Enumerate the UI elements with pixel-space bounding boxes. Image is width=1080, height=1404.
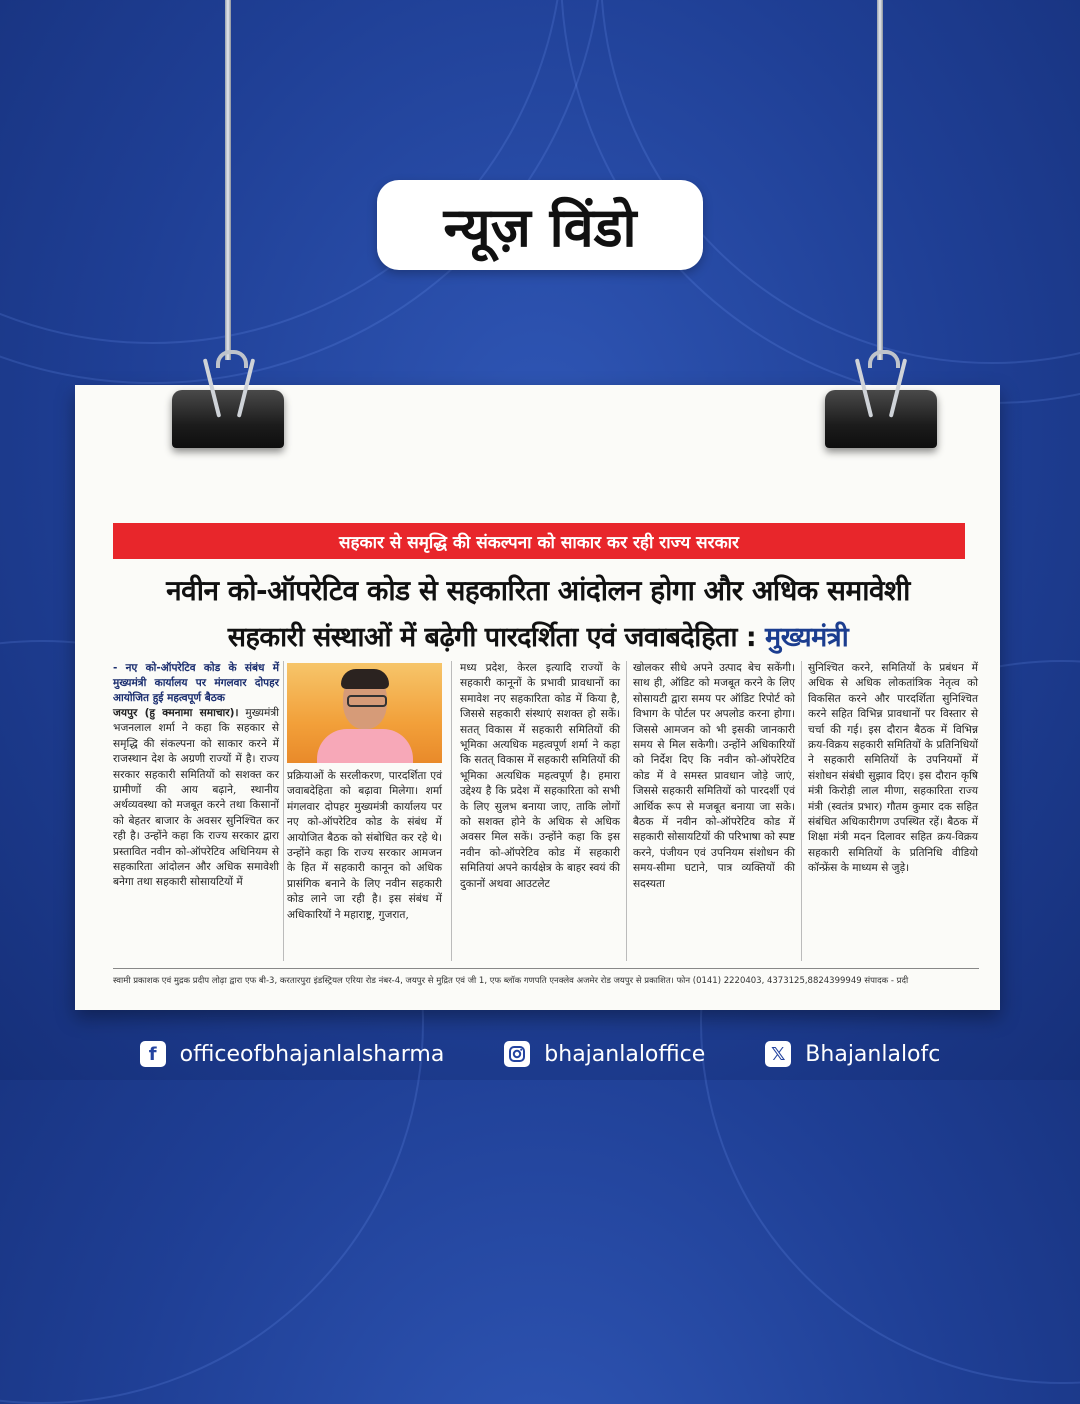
x-handle[interactable] (765, 1041, 940, 1067)
social-footer (0, 1030, 1080, 1078)
article-column-3 (460, 661, 620, 892)
headline-line-1: नवीन को-ऑपरेटिव कोड से सहकारिता आंदोलन होगा और अधिक समावेशी (166, 574, 910, 607)
column-separator (626, 661, 627, 961)
instagram-icon (504, 1041, 530, 1067)
hanging-wire-left (225, 0, 231, 360)
column-3-text: मध्य प्रदेश, केरल इत्यादि राज्यों के सहकारी कानूनों के प्रभावी प्रावधानों का समावेश नए सहकारिता कोड में किया है, जिससे सहकारी संस्थाएं सशक्त हो सकें। सतत् विकास में सहकारी समितियों की भूमिका अत्यधिक महत्वपूर्ण शर्मा ने कहा कि सतत् विकास में सहकारी समितियों की भूमिका अत्यधिक महत्वपूर्ण है। हमारा उद्देश्य है कि प्रदेश में सहकारिता को सभी के लिए सुलभ बनाया जाए, ताकि लोगों को सशक्त होने के अधिक से अधिक अवसर मिल सकें। उन्होंने कहा कि इस नवीन को-ऑपरेटिव कोड में सहकारी समितियां अपने कार्यक्षेत्र के बाहर स्वयं की दुकानों अथवा आउटलेट (460, 662, 620, 890)
imprint-divider (113, 968, 979, 969)
headline-accent: मुख्यमंत्री (765, 622, 849, 653)
column-4-text: खोलकर सीधे अपने उत्पाद बेच सकेंगी। साथ ही, ऑडिट को मजबूत करने के लिए सोसायटी द्वारा समय पर ऑडिट रिपोर्ट को विभाग के पोर्टल पर अपलोड करना होगा। जिससे आमजन को भी इसकी जानकारी समय से मिल सकेगी। उन्होंने अधिकारियों को निर्देश दिए कि नवीन को-ऑपरेटिव कोड में वे समस्त प्रावधान जोड़े जाएं, जिससे सहकारी समितियों को पारदर्शी एवं आर्थिक रूप से मजबूत बनाया जा सके। बैठक में नवीन को-ऑपरेटिव कोड में सहकारी सोसायटियों की परिभाषा को स्पष्ट करने, पंजीयन एवं उपनियम संशोधन की समय-सीमा घटाने, पात्र व्यक्तियों की सदस्यता (633, 662, 795, 890)
column-2-text: प्रक्रियाओं के सरलीकरण, पारदर्शिता एवं जवाबदेहिता को बढ़ावा मिलेगा। शर्मा मंगलवार दोपहर मुख्यमंत्री कार्यालय पर नए को-ऑपरेटिव कोड के संबंध में आयोजित बैठक को संबोधित कर रहे थे। उन्होंने कहा कि राज्य सरकार आमजन के हित में सहकारी कानून को अधिक प्रासंगिक बनाने के लिए नवीन सहकारी कोड लाने जा रही है। इस संबंध में अधिकारियों ने महाराष्ट्र, गुजरात, (287, 770, 442, 921)
column-separator (283, 661, 284, 961)
article-subhead: - नए को-ऑपरेटिव कोड के संबंध में मुख्यमंत्री कार्यालय पर मंगलवार दोपहर आयोजित हुई महत्वपूर्ण बैठक (113, 662, 279, 704)
wire-loop-right (868, 350, 900, 368)
binder-clip-right (825, 390, 937, 448)
instagram-handle[interactable] (504, 1041, 705, 1067)
column-5-text: सुनिश्चित करने, समितियों के प्रबंधन में अधिक से अधिक लोकतांत्रिक नेतृत्व को विकसित करने और पारदर्शिता सुनिश्चित करने सहित विभिन्न प्रावधानों पर विस्तार से चर्चा की गई। इस दौरान बैठक में विभिन्न क्रय-विक्रय सहकारी समितियों के प्रतिनिधियों ने सहकारी समितियों के उपनियमों में संशोधन संबंधी सुझाव दिए। इस दौरान कृषि मंत्री किरोड़ी लाल मीणा, सहकारिता राज्य मंत्री (स्वतंत्र प्रभार) गौतम कुमार दक सहित संबंधित अधिकारीगण उपस्थित रहें। बैठक में शिक्षा मंत्री मदन दिलावर सहित क्रय-विक्रय सहकारी समितियों के प्रतिनिधि वीडियो कॉन्फ्रेंस के माध्यम से जुड़े। (808, 662, 978, 875)
headline-line-2-main: सहकारी संस्थाओं में बढ़ेगी पारदर्शिता एवं जवाबदेहिता : (227, 622, 766, 653)
background-arc (0, 0, 564, 344)
article-column-4 (633, 661, 795, 892)
facebook-handle[interactable] (140, 1041, 445, 1067)
x-icon: 𝕏 (765, 1041, 791, 1067)
binder-clip-left (172, 390, 284, 448)
instagram-handle-text: bhajanlaloffice (544, 1041, 706, 1067)
facebook-handle-text: officeofbhajanlalsharma (179, 1041, 445, 1067)
article-dateline: जयपुर (हु क्मनामा समाचार)। (113, 707, 239, 719)
column-separator (451, 661, 452, 961)
print-imprint: स्वामी प्रकाशक एवं मुद्रक प्रदीप लोढ़ा द्वारा एफ बी-3, करतारपुरा इंडस्ट्रियल एरिया रोड नंबर-4, जयपुर से मुद्रित एवं जी 1, एफ ब्लॉक गणपति एनक्लेव अजमेर रोड जयपुर से प्रकाशित। फोन (0141) 2220403, 4373125,8824399949 संपादक - प्रदी (113, 976, 909, 986)
headline-line-2 (105, 617, 971, 654)
article-column-1 (113, 661, 279, 891)
column-separator (801, 661, 802, 961)
article-column-2 (287, 769, 442, 923)
article-banner: सहकार से समृद्धि की संकल्पना को साकार कर रही राज्य सरकार (113, 523, 965, 559)
x-handle-text: Bhajanlalofc (805, 1041, 941, 1067)
newspaper-clipping (75, 385, 1000, 1010)
chief-minister-photo (287, 663, 442, 763)
hanging-wire-right (877, 0, 883, 360)
news-window-title: न्यूज़ विंडो (377, 180, 703, 270)
facebook-icon: f (140, 1041, 166, 1067)
wire-loop-left (216, 350, 248, 368)
column-1-text: मुख्यमंत्री भजनलाल शर्मा ने कहा कि सहकार से समृद्धि की संकल्पना को साकार करने में राजस्थान देश के अग्रणी राज्यों में है। राज्य सरकार सहकारी समितियों को सशक्त कर ग्रामीणों की आय बढ़ाने, स्थानीय अर्थव्यवस्था को मजबूत करने तथा किसानों को बेहतर बाजार के अवसर सुनिश्चित कर रही है। उन्होंने कहा कि राज्य सरकार द्वारा प्रस्तावित नवीन को-ऑपरेटिव अधिनियम से सहकारिता आंदोलन और अधिक समावेशी बनेगा तथा सहकारी सोसायटियों में (113, 707, 279, 889)
article-column-5 (808, 661, 978, 877)
